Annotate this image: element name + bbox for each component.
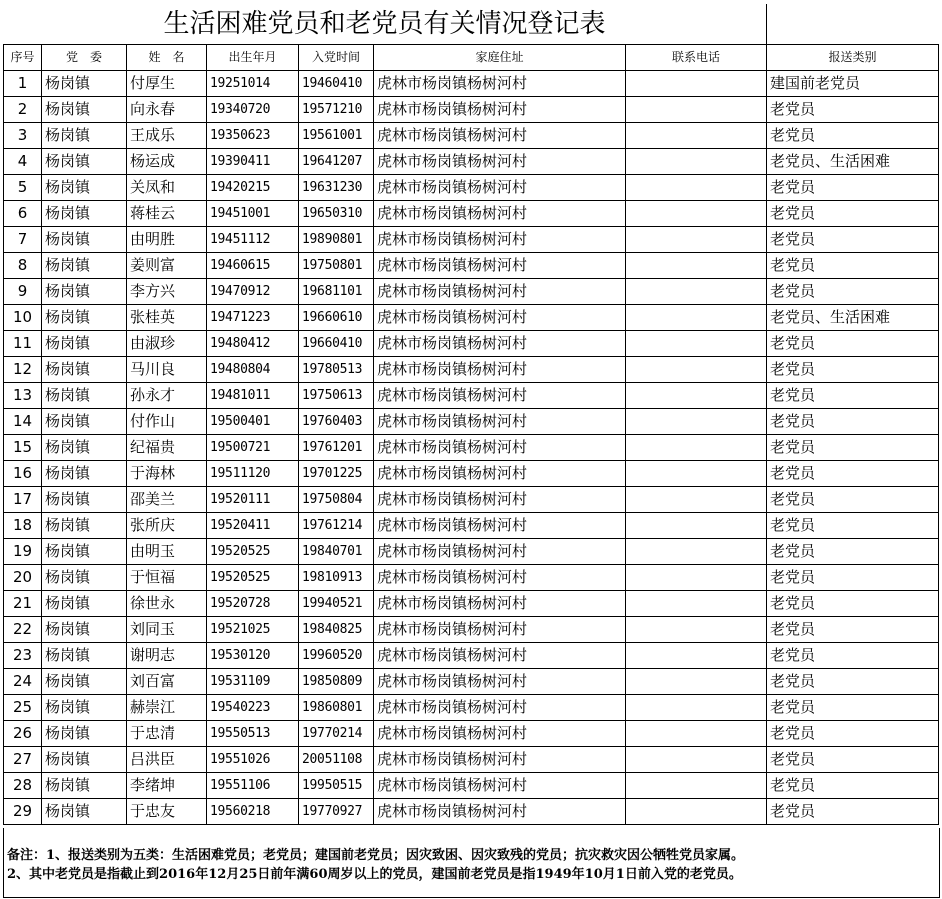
table-row — [4, 591, 939, 617]
cell-address[interactable]: 虎林市杨岗镇杨树河村 — [374, 279, 626, 305]
cell-phone[interactable] — [626, 513, 767, 539]
cell-name[interactable]: 于恒福 — [127, 565, 207, 591]
cell-birth-date[interactable]: 19471223 — [207, 305, 299, 331]
cell-index[interactable]: 18 — [4, 513, 42, 539]
cell-join-date[interactable]: 19650310 — [299, 201, 374, 227]
cell-birth-date[interactable]: 19460615 — [207, 253, 299, 279]
cell-category[interactable]: 老党员 — [767, 227, 939, 253]
cell-phone[interactable] — [626, 565, 767, 591]
cell-name[interactable]: 赫崇江 — [127, 695, 207, 721]
cell-index[interactable]: 5 — [4, 175, 42, 201]
cell-address[interactable]: 虎林市杨岗镇杨树河村 — [374, 123, 626, 149]
cell-category[interactable]: 老党员 — [767, 357, 939, 383]
table-row — [4, 721, 939, 747]
cell-phone[interactable] — [626, 201, 767, 227]
cell-index[interactable]: 10 — [4, 305, 42, 331]
col-header-category[interactable]: 报送类别 — [767, 45, 939, 71]
table-row — [4, 435, 939, 461]
cell-name[interactable]: 付厚生 — [127, 71, 207, 97]
cell-phone[interactable] — [626, 149, 767, 175]
cell-category[interactable]: 老党员 — [767, 617, 939, 643]
cell-address[interactable]: 虎林市杨岗镇杨树河村 — [374, 97, 626, 123]
cell-birth-date[interactable]: 19560218 — [207, 799, 299, 825]
cell-name[interactable]: 马川良 — [127, 357, 207, 383]
table-row — [4, 253, 939, 279]
cell-name[interactable]: 谢明志 — [127, 643, 207, 669]
cell-index[interactable]: 6 — [4, 201, 42, 227]
cell-index[interactable]: 28 — [4, 773, 42, 799]
cell-party-committee[interactable]: 杨岗镇 — [42, 409, 127, 435]
table-row — [4, 279, 939, 305]
table-row — [4, 201, 939, 227]
cell-category[interactable]: 老党员 — [767, 279, 939, 305]
cell-join-date[interactable]: 20051108 — [299, 747, 374, 773]
cell-phone[interactable] — [626, 461, 767, 487]
cell-address[interactable]: 虎林市杨岗镇杨树河村 — [374, 799, 626, 825]
cell-name[interactable]: 王成乐 — [127, 123, 207, 149]
cell-index[interactable]: 17 — [4, 487, 42, 513]
cell-birth-date[interactable]: 19500721 — [207, 435, 299, 461]
cell-category[interactable]: 老党员 — [767, 487, 939, 513]
cell-name[interactable]: 于忠友 — [127, 799, 207, 825]
table-row — [4, 461, 939, 487]
cell-address[interactable]: 虎林市杨岗镇杨树河村 — [374, 227, 626, 253]
cell-birth-date[interactable]: 19451001 — [207, 201, 299, 227]
cell-category[interactable]: 老党员 — [767, 721, 939, 747]
cell-name[interactable]: 由明玉 — [127, 539, 207, 565]
cell-join-date[interactable]: 19840701 — [299, 539, 374, 565]
remarks-section — [3, 828, 940, 898]
cell-name[interactable]: 付作山 — [127, 409, 207, 435]
cell-address[interactable]: 虎林市杨岗镇杨树河村 — [374, 461, 626, 487]
cell-birth-date[interactable]: 19470912 — [207, 279, 299, 305]
table-row — [4, 71, 939, 97]
cell-phone[interactable] — [626, 409, 767, 435]
cell-category[interactable]: 老党员 — [767, 253, 939, 279]
cell-birth-date[interactable]: 19420215 — [207, 175, 299, 201]
col-header-join-date[interactable]: 入党时间 — [299, 45, 374, 71]
table-row — [4, 773, 939, 799]
cell-party-committee[interactable]: 杨岗镇 — [42, 383, 127, 409]
cell-phone[interactable] — [626, 669, 767, 695]
cell-join-date[interactable]: 19701225 — [299, 461, 374, 487]
cell-category[interactable]: 老党员 — [767, 565, 939, 591]
table-row — [4, 305, 939, 331]
cell-category[interactable]: 老党员 — [767, 539, 939, 565]
cell-birth-date[interactable]: 19480804 — [207, 357, 299, 383]
cell-party-committee[interactable]: 杨岗镇 — [42, 799, 127, 825]
cell-party-committee[interactable]: 杨岗镇 — [42, 461, 127, 487]
cell-address[interactable]: 虎林市杨岗镇杨树河村 — [374, 539, 626, 565]
cell-phone[interactable] — [626, 487, 767, 513]
cell-birth-date[interactable]: 19480412 — [207, 331, 299, 357]
cell-name[interactable]: 由淑珍 — [127, 331, 207, 357]
cell-index[interactable]: 22 — [4, 617, 42, 643]
cell-index[interactable]: 15 — [4, 435, 42, 461]
cell-name[interactable]: 蒋桂云 — [127, 201, 207, 227]
cell-category[interactable]: 老党员 — [767, 591, 939, 617]
cell-join-date[interactable]: 19750801 — [299, 253, 374, 279]
cell-index[interactable]: 14 — [4, 409, 42, 435]
col-header-phone[interactable]: 联系电话 — [626, 45, 767, 71]
cell-join-date[interactable]: 19850809 — [299, 669, 374, 695]
cell-name[interactable]: 孙永才 — [127, 383, 207, 409]
cell-birth-date[interactable]: 19451112 — [207, 227, 299, 253]
cell-party-committee[interactable]: 杨岗镇 — [42, 617, 127, 643]
cell-index[interactable]: 2 — [4, 97, 42, 123]
cell-category[interactable]: 老党员 — [767, 773, 939, 799]
cell-category[interactable]: 建国前老党员 — [767, 71, 939, 97]
cell-party-committee[interactable]: 杨岗镇 — [42, 747, 127, 773]
cell-category[interactable]: 老党员 — [767, 461, 939, 487]
cell-join-date[interactable]: 19660410 — [299, 331, 374, 357]
cell-party-committee[interactable]: 杨岗镇 — [42, 565, 127, 591]
table-row — [4, 227, 939, 253]
cell-birth-date[interactable]: 19550513 — [207, 721, 299, 747]
cell-phone[interactable] — [626, 799, 767, 825]
cell-category[interactable]: 老党员 — [767, 747, 939, 773]
cell-party-committee[interactable]: 杨岗镇 — [42, 487, 127, 513]
cell-category[interactable]: 老党员 — [767, 331, 939, 357]
cell-party-committee[interactable]: 杨岗镇 — [42, 721, 127, 747]
cell-category[interactable]: 老党员 — [767, 409, 939, 435]
cell-category[interactable]: 老党员、生活困难 — [767, 305, 939, 331]
cell-name[interactable]: 张桂英 — [127, 305, 207, 331]
cell-birth-date[interactable]: 19551106 — [207, 773, 299, 799]
cell-birth-date[interactable]: 19520111 — [207, 487, 299, 513]
cell-name[interactable]: 向永春 — [127, 97, 207, 123]
col-header-party-committee[interactable]: 党 委 — [42, 45, 127, 71]
cell-phone[interactable] — [626, 695, 767, 721]
cell-index[interactable]: 26 — [4, 721, 42, 747]
cell-birth-date[interactable]: 19521025 — [207, 617, 299, 643]
cell-category[interactable]: 老党员 — [767, 201, 939, 227]
cell-phone[interactable] — [626, 331, 767, 357]
cell-address[interactable]: 虎林市杨岗镇杨树河村 — [374, 409, 626, 435]
cell-address[interactable]: 虎林市杨岗镇杨树河村 — [374, 201, 626, 227]
header-row — [4, 45, 939, 71]
cell-phone[interactable] — [626, 435, 767, 461]
cell-party-committee[interactable]: 杨岗镇 — [42, 695, 127, 721]
cell-address[interactable]: 虎林市杨岗镇杨树河村 — [374, 695, 626, 721]
cell-join-date[interactable]: 19641207 — [299, 149, 374, 175]
cell-phone[interactable] — [626, 175, 767, 201]
cell-party-committee[interactable]: 杨岗镇 — [42, 539, 127, 565]
table-row — [4, 175, 939, 201]
cell-phone[interactable] — [626, 279, 767, 305]
cell-join-date[interactable]: 19950515 — [299, 773, 374, 799]
cell-party-committee[interactable]: 杨岗镇 — [42, 591, 127, 617]
cell-index[interactable]: 3 — [4, 123, 42, 149]
cell-party-committee[interactable]: 杨岗镇 — [42, 773, 127, 799]
cell-phone[interactable] — [626, 123, 767, 149]
title-blank-cell — [767, 0, 940, 44]
cell-birth-date[interactable]: 19531109 — [207, 669, 299, 695]
cell-birth-date[interactable]: 19551026 — [207, 747, 299, 773]
cell-phone[interactable] — [626, 617, 767, 643]
table-row — [4, 409, 939, 435]
cell-join-date[interactable]: 19770927 — [299, 799, 374, 825]
cell-party-committee[interactable]: 杨岗镇 — [42, 669, 127, 695]
cell-name[interactable]: 关凤和 — [127, 175, 207, 201]
table-row — [4, 331, 939, 357]
cell-category[interactable]: 老党员 — [767, 643, 939, 669]
cell-join-date[interactable]: 19750613 — [299, 383, 374, 409]
cell-join-date[interactable]: 19660610 — [299, 305, 374, 331]
cell-join-date[interactable]: 19460410 — [299, 71, 374, 97]
cell-birth-date[interactable]: 19350623 — [207, 123, 299, 149]
cell-category[interactable]: 老党员 — [767, 383, 939, 409]
table-row — [4, 643, 939, 669]
table-row — [4, 383, 939, 409]
cell-name[interactable]: 邵美兰 — [127, 487, 207, 513]
cell-index[interactable]: 8 — [4, 253, 42, 279]
cell-index[interactable]: 11 — [4, 331, 42, 357]
cell-category[interactable]: 老党员 — [767, 175, 939, 201]
cell-name[interactable]: 李绪坤 — [127, 773, 207, 799]
cell-join-date[interactable]: 19761214 — [299, 513, 374, 539]
sheet-title: 生活困难党员和老党员有关情况登记表 — [3, 4, 767, 44]
cell-index[interactable]: 20 — [4, 565, 42, 591]
cell-name[interactable]: 张所庆 — [127, 513, 207, 539]
cell-party-committee[interactable]: 杨岗镇 — [42, 227, 127, 253]
cell-index[interactable]: 16 — [4, 461, 42, 487]
cell-address[interactable]: 虎林市杨岗镇杨树河村 — [374, 643, 626, 669]
cell-party-committee[interactable]: 杨岗镇 — [42, 331, 127, 357]
cell-birth-date[interactable]: 19390411 — [207, 149, 299, 175]
cell-name[interactable]: 纪福贵 — [127, 435, 207, 461]
cell-index[interactable]: 25 — [4, 695, 42, 721]
cell-category[interactable]: 老党员、生活困难 — [767, 149, 939, 175]
table-row — [4, 539, 939, 565]
col-header-index[interactable]: 序号 — [4, 45, 42, 71]
cell-birth-date[interactable]: 19511120 — [207, 461, 299, 487]
cell-join-date[interactable]: 19860801 — [299, 695, 374, 721]
cell-join-date[interactable]: 19810913 — [299, 565, 374, 591]
cell-name[interactable]: 刘同玉 — [127, 617, 207, 643]
cell-join-date[interactable]: 19631230 — [299, 175, 374, 201]
cell-index[interactable]: 23 — [4, 643, 42, 669]
cell-address[interactable]: 虎林市杨岗镇杨树河村 — [374, 357, 626, 383]
table-row — [4, 565, 939, 591]
cell-name[interactable]: 于忠清 — [127, 721, 207, 747]
cell-phone[interactable] — [626, 591, 767, 617]
cell-join-date[interactable]: 19760403 — [299, 409, 374, 435]
cell-index[interactable]: 9 — [4, 279, 42, 305]
cell-phone[interactable] — [626, 539, 767, 565]
table-row — [4, 747, 939, 773]
table-body — [4, 71, 939, 825]
table-row — [4, 487, 939, 513]
cell-join-date[interactable]: 19681101 — [299, 279, 374, 305]
table-row — [4, 669, 939, 695]
cell-address[interactable]: 虎林市杨岗镇杨树河村 — [374, 331, 626, 357]
cell-phone[interactable] — [626, 305, 767, 331]
cell-address[interactable]: 虎林市杨岗镇杨树河村 — [374, 487, 626, 513]
cell-phone[interactable] — [626, 97, 767, 123]
cell-join-date[interactable]: 19561001 — [299, 123, 374, 149]
cell-birth-date[interactable]: 19340720 — [207, 97, 299, 123]
cell-name[interactable]: 姜则富 — [127, 253, 207, 279]
table-row — [4, 695, 939, 721]
cell-join-date[interactable]: 19840825 — [299, 617, 374, 643]
cell-address[interactable]: 虎林市杨岗镇杨树河村 — [374, 175, 626, 201]
cell-index[interactable]: 4 — [4, 149, 42, 175]
table-row — [4, 97, 939, 123]
cell-index[interactable]: 7 — [4, 227, 42, 253]
cell-party-committee[interactable]: 杨岗镇 — [42, 149, 127, 175]
cell-category[interactable]: 老党员 — [767, 695, 939, 721]
cell-join-date[interactable]: 19571210 — [299, 97, 374, 123]
cell-index[interactable]: 29 — [4, 799, 42, 825]
cell-join-date[interactable]: 19940521 — [299, 591, 374, 617]
cell-birth-date[interactable]: 19520728 — [207, 591, 299, 617]
registration-table — [3, 44, 939, 825]
cell-party-committee[interactable]: 杨岗镇 — [42, 357, 127, 383]
cell-birth-date[interactable]: 19520525 — [207, 565, 299, 591]
cell-join-date[interactable]: 19761201 — [299, 435, 374, 461]
cell-address[interactable]: 虎林市杨岗镇杨树河村 — [374, 747, 626, 773]
col-header-address[interactable]: 家庭住址 — [374, 45, 626, 71]
cell-phone[interactable] — [626, 71, 767, 97]
cell-index[interactable]: 19 — [4, 539, 42, 565]
cell-join-date[interactable]: 19890801 — [299, 227, 374, 253]
remark-line-2: 2、其中老党员是指截止到2016年12月25日前年满60周岁以上的党员，建国前老党员是指1949年10月1日前入党的老党员。 — [7, 867, 742, 882]
cell-phone[interactable] — [626, 721, 767, 747]
cell-address[interactable]: 虎林市杨岗镇杨树河村 — [374, 669, 626, 695]
cell-birth-date[interactable]: 19500401 — [207, 409, 299, 435]
cell-party-committee[interactable]: 杨岗镇 — [42, 643, 127, 669]
cell-category[interactable]: 老党员 — [767, 513, 939, 539]
cell-address[interactable]: 虎林市杨岗镇杨树河村 — [374, 565, 626, 591]
cell-join-date[interactable]: 19780513 — [299, 357, 374, 383]
cell-address[interactable]: 虎林市杨岗镇杨树河村 — [374, 591, 626, 617]
col-header-name[interactable]: 姓 名 — [127, 45, 207, 71]
cell-name[interactable]: 由明胜 — [127, 227, 207, 253]
cell-phone[interactable] — [626, 747, 767, 773]
cell-party-committee[interactable]: 杨岗镇 — [42, 175, 127, 201]
cell-birth-date[interactable]: 19540223 — [207, 695, 299, 721]
cell-address[interactable]: 虎林市杨岗镇杨树河村 — [374, 383, 626, 409]
cell-category[interactable]: 老党员 — [767, 799, 939, 825]
cell-party-committee[interactable]: 杨岗镇 — [42, 201, 127, 227]
cell-index[interactable]: 12 — [4, 357, 42, 383]
cell-party-committee[interactable]: 杨岗镇 — [42, 513, 127, 539]
cell-party-committee[interactable]: 杨岗镇 — [42, 435, 127, 461]
remark-line-1: 备注：1、报送类别为五类：生活困难党员；老党员；建国前老党员；因灾致困、因灾致残的党员；抗灾救灾因公牺牲党员家属。 — [7, 848, 745, 863]
cell-party-committee[interactable]: 杨岗镇 — [42, 253, 127, 279]
cell-address[interactable]: 虎林市杨岗镇杨树河村 — [374, 513, 626, 539]
table-row — [4, 123, 939, 149]
cell-name[interactable]: 于海林 — [127, 461, 207, 487]
cell-category[interactable]: 老党员 — [767, 435, 939, 461]
cell-birth-date[interactable]: 19481011 — [207, 383, 299, 409]
cell-index[interactable]: 27 — [4, 747, 42, 773]
cell-index[interactable]: 13 — [4, 383, 42, 409]
cell-category[interactable]: 老党员 — [767, 123, 939, 149]
cell-party-committee[interactable]: 杨岗镇 — [42, 279, 127, 305]
cell-join-date[interactable]: 19960520 — [299, 643, 374, 669]
cell-address[interactable]: 虎林市杨岗镇杨树河村 — [374, 617, 626, 643]
table-row — [4, 799, 939, 825]
cell-address[interactable]: 虎林市杨岗镇杨树河村 — [374, 305, 626, 331]
cell-address[interactable]: 虎林市杨岗镇杨树河村 — [374, 721, 626, 747]
cell-birth-date[interactable]: 19530120 — [207, 643, 299, 669]
cell-category[interactable]: 老党员 — [767, 97, 939, 123]
cell-birth-date[interactable]: 19251014 — [207, 71, 299, 97]
cell-party-committee[interactable]: 杨岗镇 — [42, 71, 127, 97]
cell-phone[interactable] — [626, 253, 767, 279]
cell-index[interactable]: 24 — [4, 669, 42, 695]
cell-index[interactable]: 21 — [4, 591, 42, 617]
cell-name[interactable]: 吕洪臣 — [127, 747, 207, 773]
cell-party-committee[interactable]: 杨岗镇 — [42, 97, 127, 123]
cell-name[interactable]: 李方兴 — [127, 279, 207, 305]
cell-name[interactable]: 徐世永 — [127, 591, 207, 617]
table-row — [4, 357, 939, 383]
col-header-birth-date[interactable]: 出生年月 — [207, 45, 299, 71]
cell-address[interactable]: 虎林市杨岗镇杨树河村 — [374, 71, 626, 97]
cell-phone[interactable] — [626, 383, 767, 409]
table-row — [4, 149, 939, 175]
cell-address[interactable]: 虎林市杨岗镇杨树河村 — [374, 435, 626, 461]
table-row — [4, 617, 939, 643]
cell-name[interactable]: 杨运成 — [127, 149, 207, 175]
cell-phone[interactable] — [626, 773, 767, 799]
cell-birth-date[interactable]: 19520525 — [207, 539, 299, 565]
table-row — [4, 513, 939, 539]
cell-address[interactable]: 虎林市杨岗镇杨树河村 — [374, 773, 626, 799]
cell-phone[interactable] — [626, 643, 767, 669]
cell-index[interactable]: 1 — [4, 71, 42, 97]
cell-party-committee[interactable]: 杨岗镇 — [42, 123, 127, 149]
cell-birth-date[interactable]: 19520411 — [207, 513, 299, 539]
cell-name[interactable]: 刘百富 — [127, 669, 207, 695]
cell-category[interactable]: 老党员 — [767, 669, 939, 695]
cell-phone[interactable] — [626, 227, 767, 253]
cell-address[interactable]: 虎林市杨岗镇杨树河村 — [374, 149, 626, 175]
cell-join-date[interactable]: 19750804 — [299, 487, 374, 513]
cell-party-committee[interactable]: 杨岗镇 — [42, 305, 127, 331]
cell-address[interactable]: 虎林市杨岗镇杨树河村 — [374, 253, 626, 279]
cell-join-date[interactable]: 19770214 — [299, 721, 374, 747]
cell-phone[interactable] — [626, 357, 767, 383]
